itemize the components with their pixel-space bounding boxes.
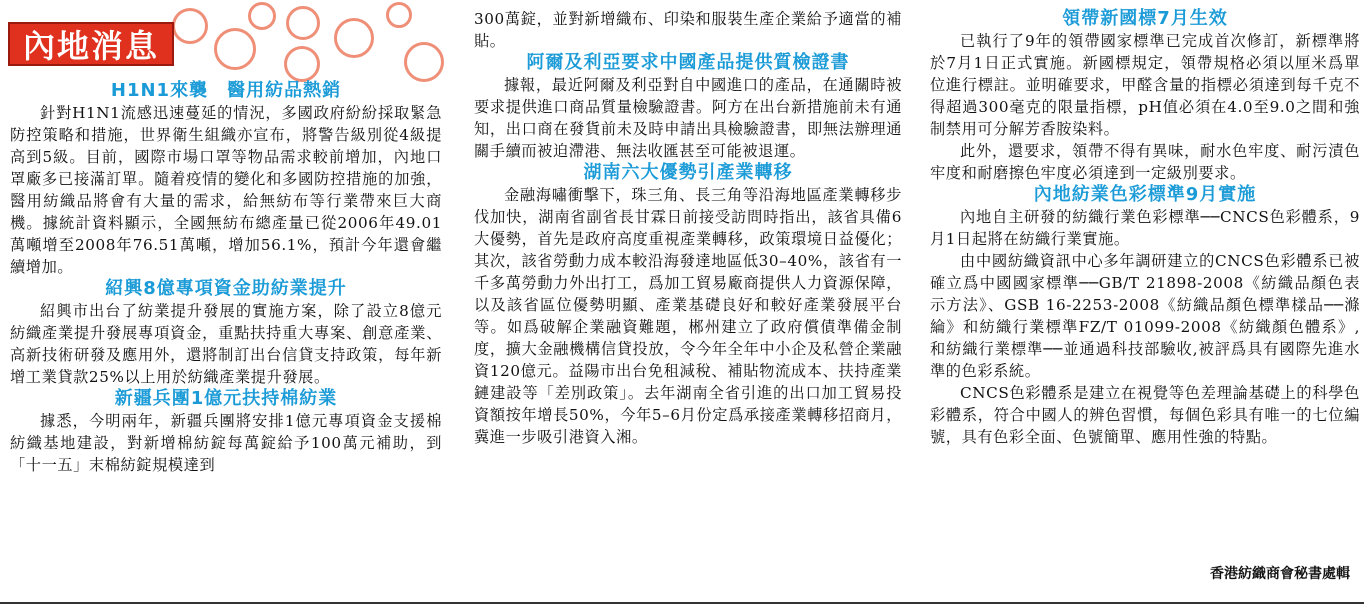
section-title-badge: 內地消息 [8,22,174,66]
article-paragraph: 針對H1N1流感迅速蔓延的情況，多國政府紛紛採取緊急防控策略和措施，世界衛生組織亦宣布，將警告級別從4級提高到5級。目前，國際市場口罩等物品需求較前增加，內地口罩廠多已接滿訂單。隨着疫情的變化和多國防控措施的加強，醫用紡織品將會有大量的需求，給無紡布等行業帶來巨大商機。據統計資料顯示，全國無紡布總產量已從2006年49.01萬噸增至2008年76.51萬噸，增加56.1%，預計今年還會繼續增加。 [10,104,442,276]
article-headline: 內地紡業色彩標準9月實施 [1033,184,1257,205]
article-continuation: 300萬錠，並對新增織布、印染和服裝生產企業給予適當的補貼。 [474,10,902,50]
decor-circle [286,6,320,40]
decor-circle [248,2,276,30]
article-headline: H1N1來襲 醫用紡品熱銷 [110,80,342,101]
article-paragraph: 此外，還要求，領帶不得有異味，耐水色牢度、耐污漬色牢度和耐磨擦色牢度必須達到一定級別要求。 [930,142,1360,182]
bottom-divider [0,602,1364,604]
decor-circle [334,18,374,58]
article-paragraph: 金融海嘯衝擊下，珠三角、長三角等沿海地區產業轉移步伐加快，湖南省副省長甘霖日前接受訪問時指出，該省具備6大優勢，首先是政府高度重視產業轉移，政策環境日益優化；其次，該省勞動力成本較沿海發達地區低30–40%，該省有一千多萬勞動力外出打工，爲加工貿易廠商提供人力資源保障，以及該省區位優勢明顯、產業基礎良好和較好產業發展平台等。如爲破解企業融資難題，郴州建立了政府償債準備金制度，擴大金融機構信貸投放，令今年全年中小企及私營企業融資120億元。益陽市出台免租減稅、補貼物流成本、扶持產業鏈建設等「差別政策」。去年湖南全省引進的出口加工貿易投資額按年增長50%，今年5–6月份定爲承接產業轉移招商月，冀進一步吸引港資入湘。 [474,186,902,446]
column-1 [10,80,442,476]
decor-circle [172,8,208,44]
article-headline: 領帶新國標7月生效 [1062,8,1228,29]
decor-circle [284,46,320,82]
article-paragraph: 已執行了9年的領帶國家標準已完成首次修訂，新標準將於7月1日正式實施。新國標規定，領帶規格必須以厘米爲單位進行標註。並明確要求，甲醛含量的指標必須達到每千克不得超過300毫克的限量指標，pH值必須在4.0至9.0之間和強制禁用可分解芳香胺染料。 [930,32,1360,138]
column-2 [474,8,902,448]
column-3 [930,8,1360,448]
article-paragraph: 紹興市出台了紡業提升發展的實施方案，除了設立8億元紡織產業提升發展專項資金，重點扶持重大專案、創意產業、高新技術研發及應用外，還將制訂出台信貸支持政策，每年新增工業貸款25%以上用於紡織產業提升發展。 [10,302,442,386]
article-paragraph: 據悉，今明兩年，新疆兵團將安排1億元專項資金支援棉紡織基地建設，對新增棉紡錠每萬錠給予100萬元補助，到「十一五」末棉紡錠規模達到 [10,412,442,474]
article-paragraph: 據報，最近阿爾及利亞對自中國進口的產品，在通關時被要求提供進口商品質量檢驗證書。阿方在出台新措施前未有通知，出口商在發貨前未及時申請出具檢驗證書，即無法辦理通關手續而被迫滯港、無法收匯甚至可能被退運。 [474,76,902,160]
article-headline: 新疆兵團1億元扶持棉紡業 [114,388,338,409]
editor-credit: 香港紡織商會秘書處輯 [1210,566,1350,582]
decor-circle [404,42,444,82]
article-headline: 湖南六大優勢引產業轉移 [583,162,793,183]
decor-circle [214,28,256,70]
article-headline: 紹興8億專項資金助紡業提升 [105,278,347,299]
article-headline: 阿爾及利亞要求中國產品提供質檢證書 [526,52,850,73]
decor-circle [386,2,412,28]
article-paragraph: 內地自主研發的紡織行業色彩標準──CNCS色彩體系，9月1日起將在紡織行業實施。 [930,208,1360,248]
article-paragraph: 由中國紡織資訊中心多年調研建立的CNCS色彩體系已被確立爲中國國家標準──GB/T 21898-2008《紡織品顏色表示方法》、GSB 16-2253-2008《紡織品顏色標準樣品──滌綸》和紡織行業標準FZ/T 01099-2008《紡織顏色體系》,和紡織行業標準──並通過科技部驗收,被評爲具有國際先進水準的色彩系統。 [930,252,1360,380]
article-paragraph: CNCS色彩體系是建立在視覺等色差理論基礎上的科學色彩體系，符合中國人的辨色習慣，每個色彩具有唯一的七位編號，具有色彩全面、色號簡單、應用性強的特點。 [930,384,1360,446]
